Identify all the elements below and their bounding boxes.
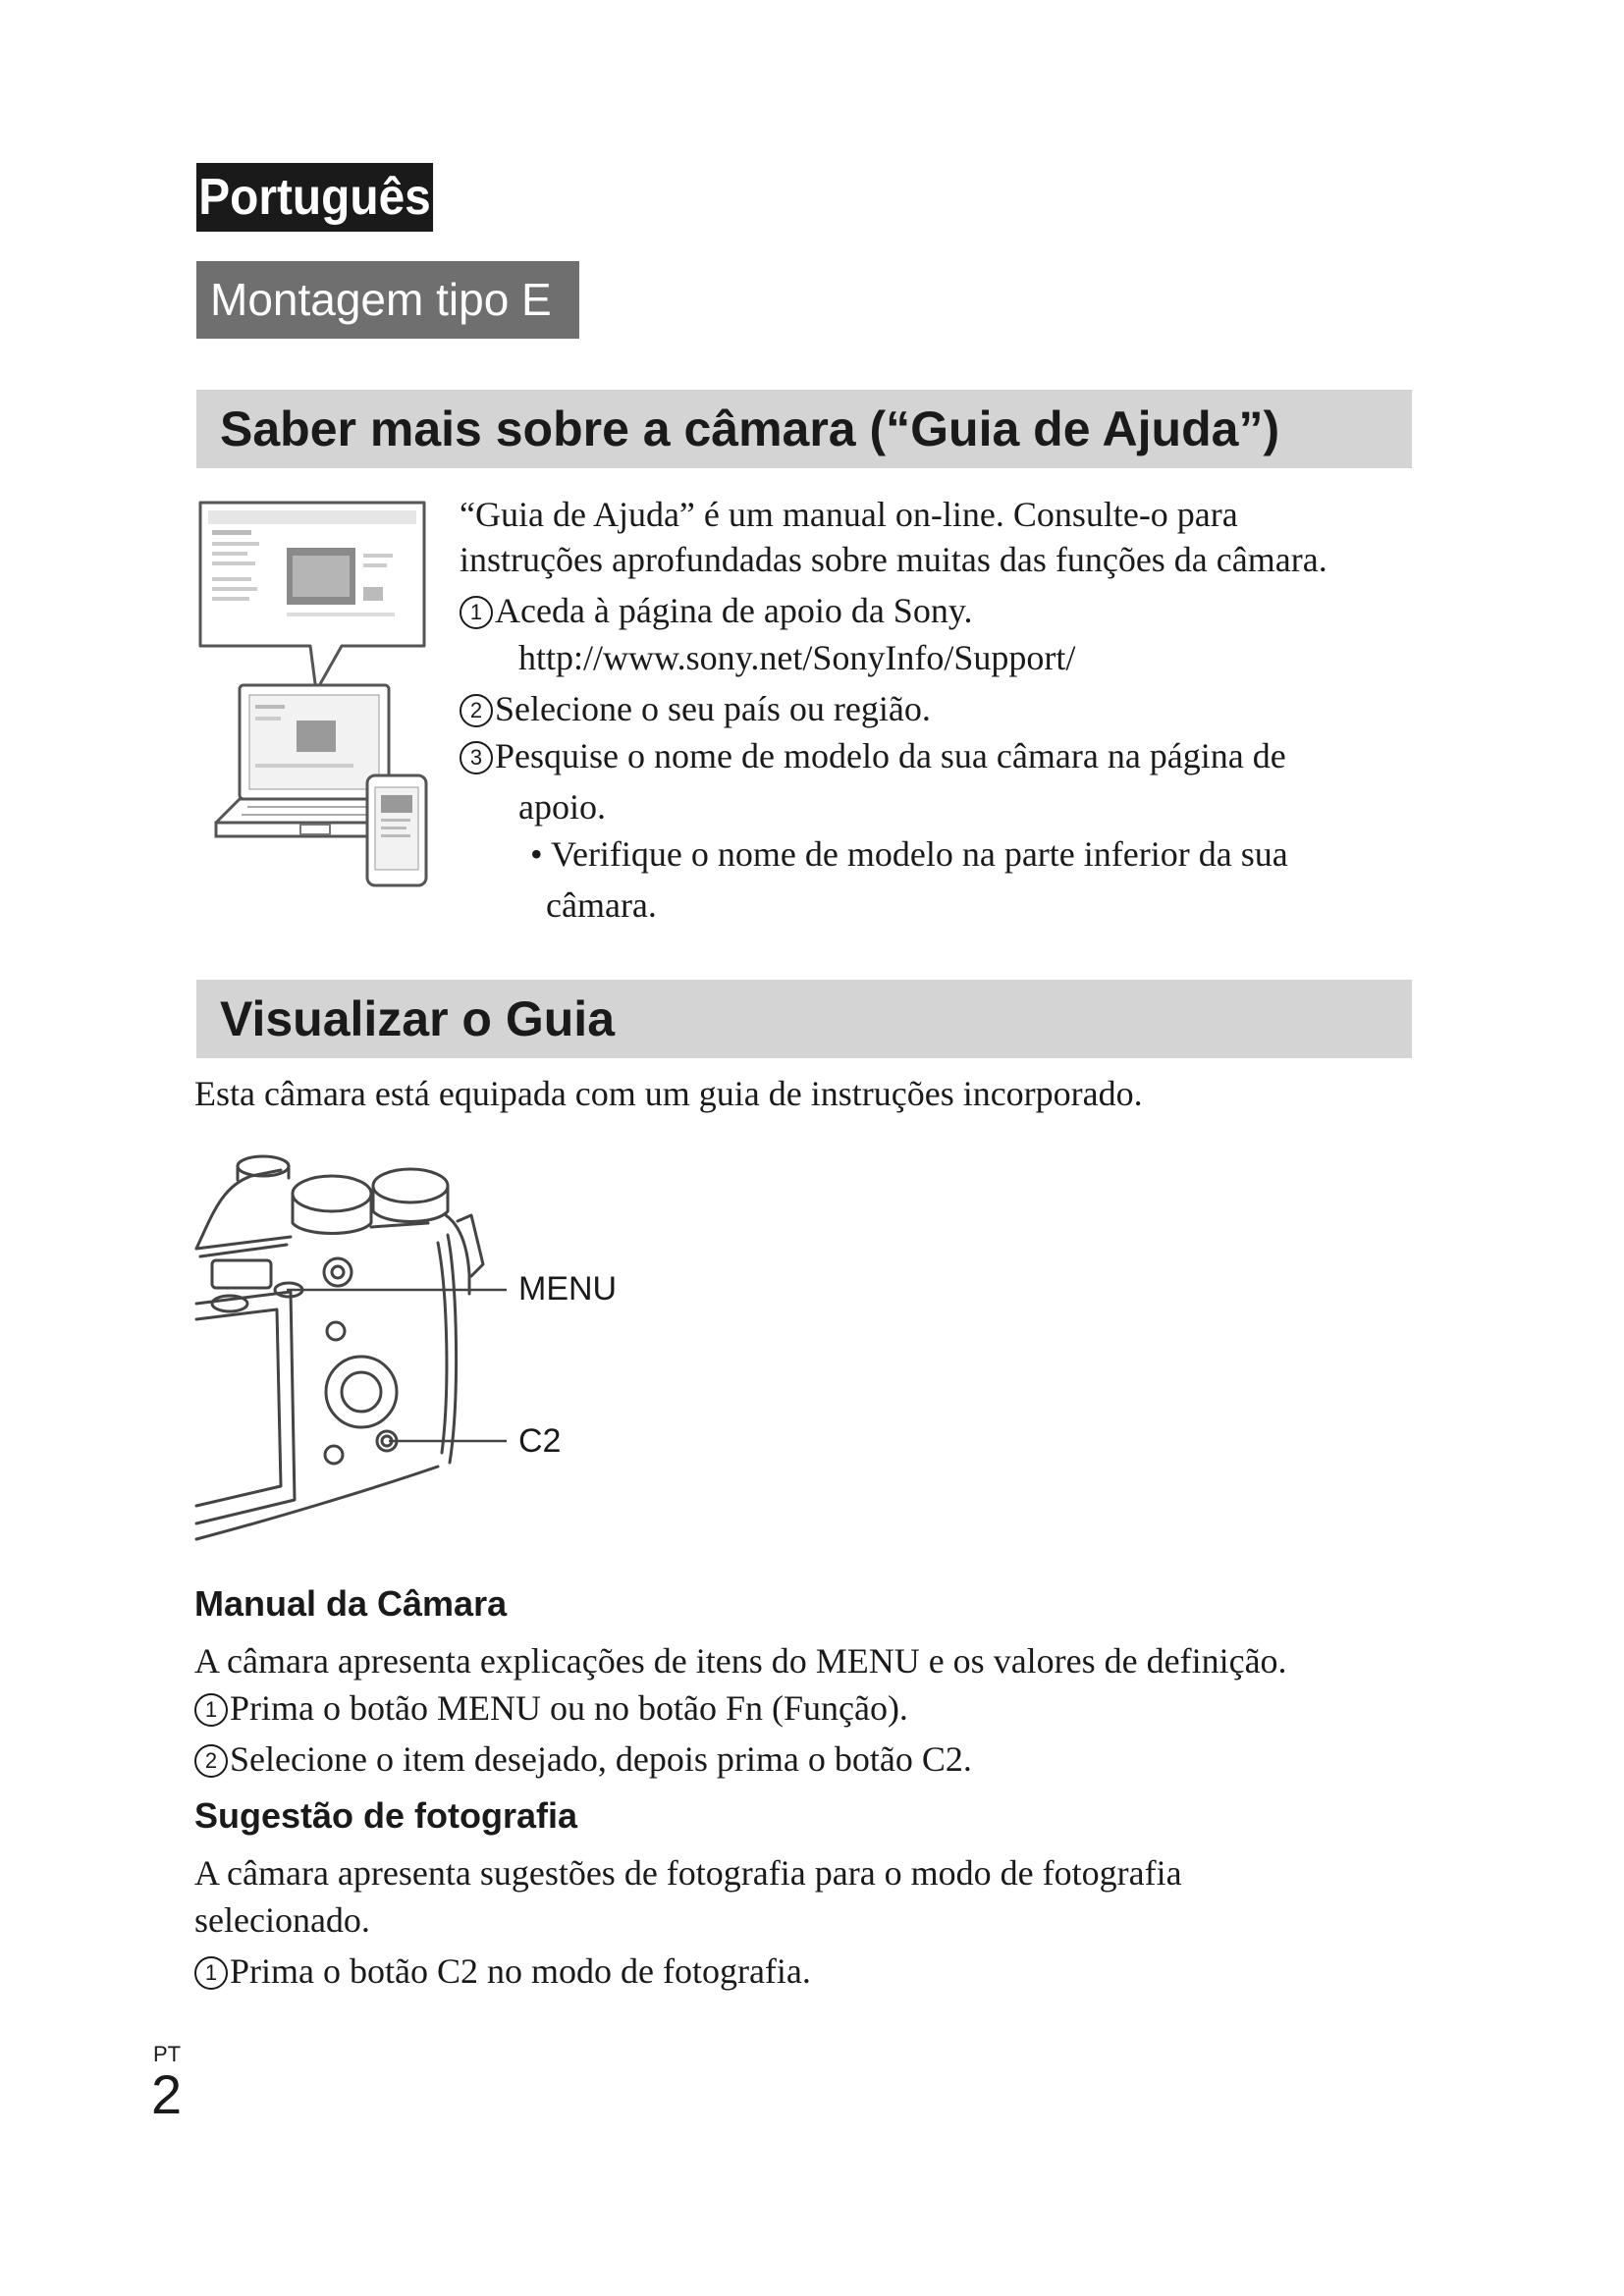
step-text: Selecione o seu país ou região. — [495, 689, 931, 728]
support-url: http://www.sony.net/SonyInfo/Support/ — [518, 638, 1076, 677]
tips-description-line-1: A câmara apresenta sugestões de fotografia para o modo de fotografia — [194, 1853, 1182, 1893]
section2-intro: Esta câmara está equipada com um guia de instruções incorporado. — [194, 1074, 1143, 1113]
page-language-code: PT — [153, 2042, 182, 2066]
step-text: Prima o botão MENU ou no botão Fn (Função). — [230, 1688, 908, 1728]
manual-step-1 — [194, 1684, 908, 1732]
step-text: Pesquise o nome de modelo da sua câmara na página de — [495, 736, 1286, 775]
language-tab: Português — [196, 163, 433, 232]
section-title-help-guide: Saber mais sobre a câmara (“Guia de Ajuda”) — [196, 390, 1412, 468]
step-1 — [460, 587, 973, 634]
step-3-continuation: apoio. — [518, 787, 606, 827]
step-number: 1 — [194, 1693, 228, 1727]
section-title-view-guide: Visualizar o Guia — [196, 980, 1412, 1058]
step-number: 3 — [460, 741, 493, 774]
callout-c2-button: C2 — [518, 1422, 562, 1460]
manual-description: A câmara apresenta explicações de itens do MENU e os valores de definição. — [194, 1641, 1287, 1681]
note-line-1: • Verifique o nome de modelo na parte inferior da sua — [530, 834, 1288, 874]
page-number: 2 — [151, 2063, 183, 2125]
tips-heading: Sugestão de fotografia — [194, 1795, 578, 1836]
step-number: 2 — [460, 694, 493, 727]
intro-line-1: “Guia de Ajuda” é um manual on-line. Consulte-o para — [460, 495, 1238, 534]
step-2 — [460, 685, 931, 732]
help-guide-illustration — [194, 499, 432, 891]
manual-step-2 — [194, 1735, 972, 1783]
tips-description-line-2: selecionado. — [194, 1900, 370, 1940]
step-text: Aceda à página de apoio da Sony. — [495, 591, 973, 630]
camera-back-illustration — [192, 1147, 526, 1551]
mount-type-tab: Montagem tipo E — [196, 261, 579, 339]
step-number: 2 — [194, 1744, 228, 1778]
manual-heading: Manual da Câmara — [194, 1583, 508, 1624]
step-3 — [460, 732, 1286, 779]
step-text: Selecione o item desejado, depois prima o botão C2. — [230, 1739, 972, 1779]
step-text: Prima o botão C2 no modo de fotografia. — [230, 1951, 811, 1991]
note-line-2: câmara. — [546, 885, 657, 925]
callout-menu-button: MENU — [518, 1270, 618, 1308]
intro-line-2: instruções aprofundadas sobre muitas das funções da câmara. — [460, 540, 1327, 579]
tips-step-1 — [194, 1948, 811, 1995]
step-number: 1 — [194, 1956, 228, 1990]
step-number: 1 — [460, 596, 493, 629]
